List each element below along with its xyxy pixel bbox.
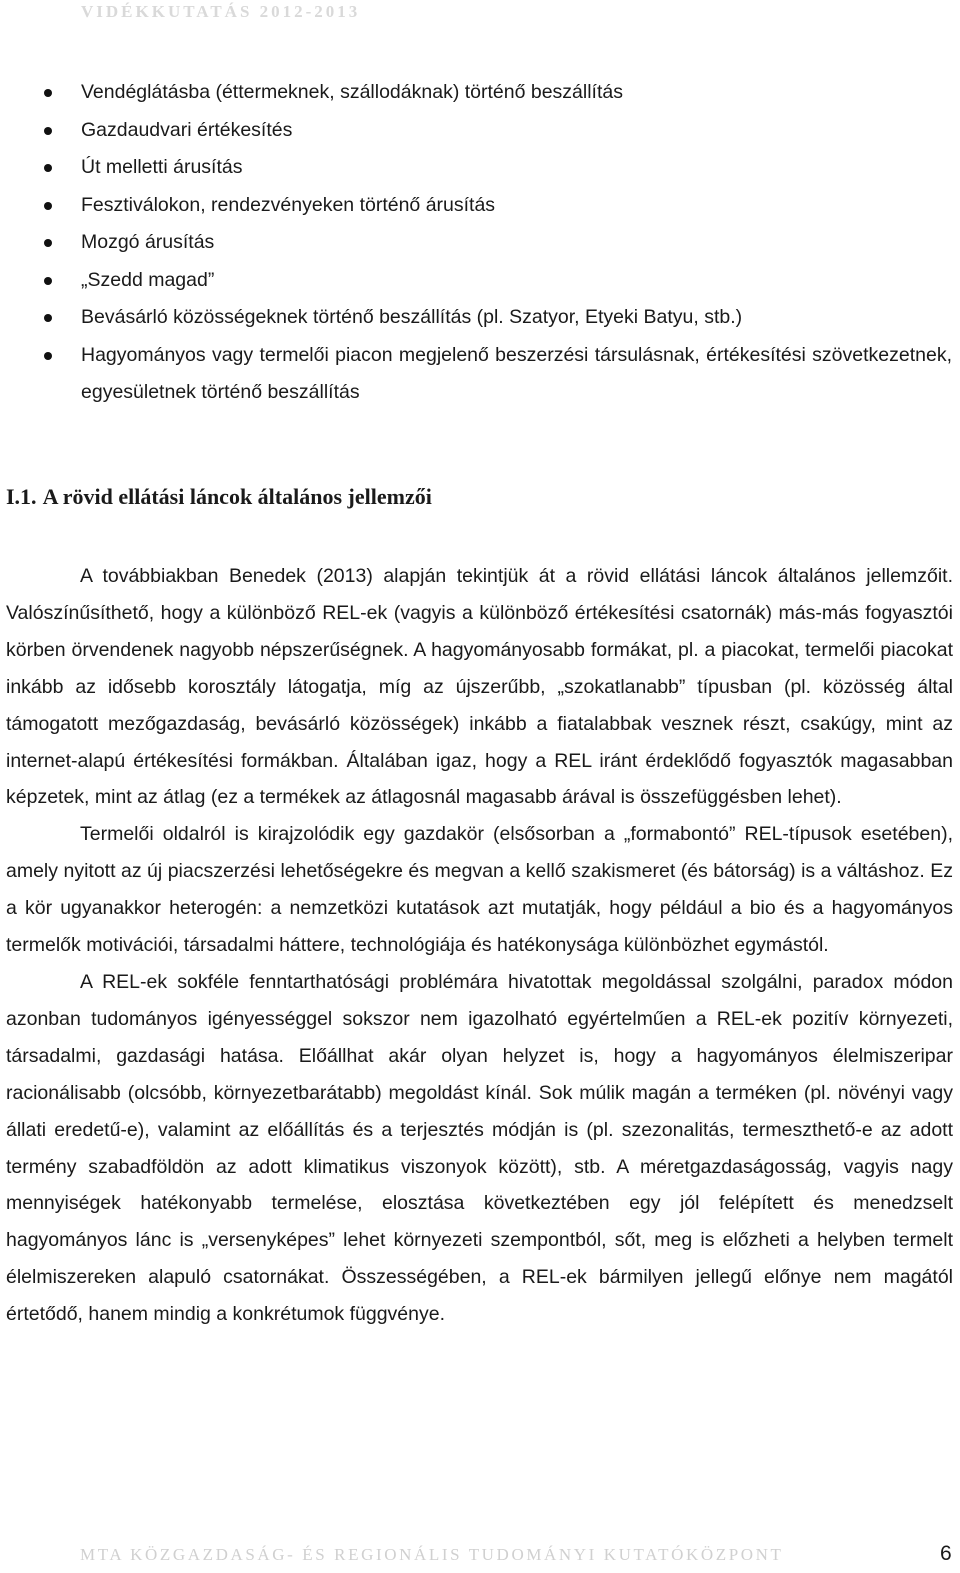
footer-institution: MTA KÖZGAZDASÁG- ÉS REGIONÁLIS TUDOMÁNYI KUTATÓKÖZPONT	[80, 1545, 784, 1564]
bullet-dot-icon	[44, 89, 52, 97]
bullet-dot-icon	[44, 239, 52, 247]
paragraph: A továbbiakban Benedek (2013) alapján tekintjük át a rövid ellátási láncok általános jellemzőit. Valószínűsíthető, hogy a különböző REL-ek (vagyis a különböző értékesítési csatornák) más-más fogyasztói körben örvendenek nagyobb népszerűségnek. A hagyományosabb formákat, pl. a piacokat, termelői piacokat inkább az idősebb korosztály látogatja, míg az újszerűbb, „szokatlanabb” típusban (pl. közösség által támogatott mezőgazdaság, bevásárló közösségek) inkább a fiatalabbak vesznek részt, csakúgy, mint az internet-alapú értékesítési formákban. Általában igaz, hogy a REL iránt érdeklődő fogyasztók magasabban képzetek, mint az átlag (ez a termékek az átlagosnál magasabb árával is összefüggésben lehet).	[6, 565, 953, 809]
bullet-text: Bevásárló közösségeknek történő beszállítás (pl. Szatyor, Etyeki Batyu, stb.)	[81, 306, 743, 328]
bullet-list	[0, 74, 960, 412]
bullet-text: Gazdaudvari értékesítés	[81, 118, 293, 141]
section-title: A rövid ellátási láncok általános jellemzői	[42, 484, 432, 509]
bullet-item	[0, 337, 960, 412]
page-number: 6	[940, 1542, 952, 1565]
bullet-text: Út melletti árusítás	[81, 156, 243, 178]
bullet-dot-icon	[44, 352, 52, 360]
bullet-item	[0, 224, 960, 262]
bullet-text: Mozgó árusítás	[81, 231, 215, 253]
bullet-text: Vendéglátásba (éttermeknek, szállodáknak) történő beszállítás	[81, 81, 623, 103]
bullet-dot-icon	[44, 127, 52, 135]
bullet-dot-icon	[44, 314, 52, 322]
bullet-text: Fesztiválokon, rendezvényeken történő árusítás	[81, 193, 496, 216]
section-heading	[6, 484, 432, 510]
bullet-dot-icon	[44, 164, 52, 172]
bullet-item	[0, 262, 960, 300]
bullet-dot-icon	[44, 277, 52, 285]
paragraph: Termelői oldalról is kirajzolódik egy gazdakör (elsősorban a „formabontó” REL-típusok esetében), amely nyitott az új piacszerzési lehetőségekre és megvan a kellő szakismeret (és bátorság) is a váltáshoz. Ez a kör ugyanakkor heterogén: a nemzetközi kutatások azt mutatják, hogy például a bio és a hagyományos termelők motivációi, társadalmi háttere, technológiája és hatékonysága különbözhet egymástól.	[6, 823, 953, 957]
bullet-item	[0, 74, 960, 112]
running-header: VIDÉKKUTATÁS 2012-2013	[81, 2, 361, 21]
paragraph: A REL-ek sokféle fenntarthatósági problémára hivatottak megoldással szolgálni, paradox módon azonban tudományos igényességgel sokszor nem igazolható egyértelműen a REL-ek pozitív környezeti, társadalmi, gazdasági hatása. Előállhat akár olyan helyzet is, hogy a hagyományos élelmiszeripar racionálisabb (olcsóbb, környezetbarátabb) megoldást kínál. Sok múlik magán a terméken (pl. növényi vagy állati eredetű-e), valamint az előállítás és a terjesztés módján is (pl. szezonalitás, termeszthető-e az adott termény szabadföldön az adott klimatikus viszonyok között), stb. A méretgazdaságosság, vagyis nagy mennyiségek hatékonyabb termelése, elosztása következtében egy jól felépített és menedzselt hagyományos lánc is „versenyképes” lehet környezeti szempontból, sőt, meg is előzheti a helyben termelt élelmiszereken alapuló csatornákat. Összességében, a REL-ek bármilyen jellegű előnye nem magától értetődő, hanem mindig a konkrétumok függvénye.	[6, 970, 953, 1326]
bullet-text: Hagyományos vagy termelői piacon megjelenő beszerzési társulásnak, értékesítési szövetkezetnek, egyesületnek történő beszállítás	[81, 343, 952, 403]
body-text	[6, 558, 953, 1333]
section-number: I.1.	[6, 484, 37, 509]
bullet-item	[0, 299, 960, 337]
bullet-text: „Szedd magad”	[81, 268, 215, 291]
bullet-item	[0, 149, 960, 187]
bullet-item	[0, 112, 960, 150]
bullet-dot-icon	[44, 202, 52, 210]
bullet-item	[0, 187, 960, 225]
